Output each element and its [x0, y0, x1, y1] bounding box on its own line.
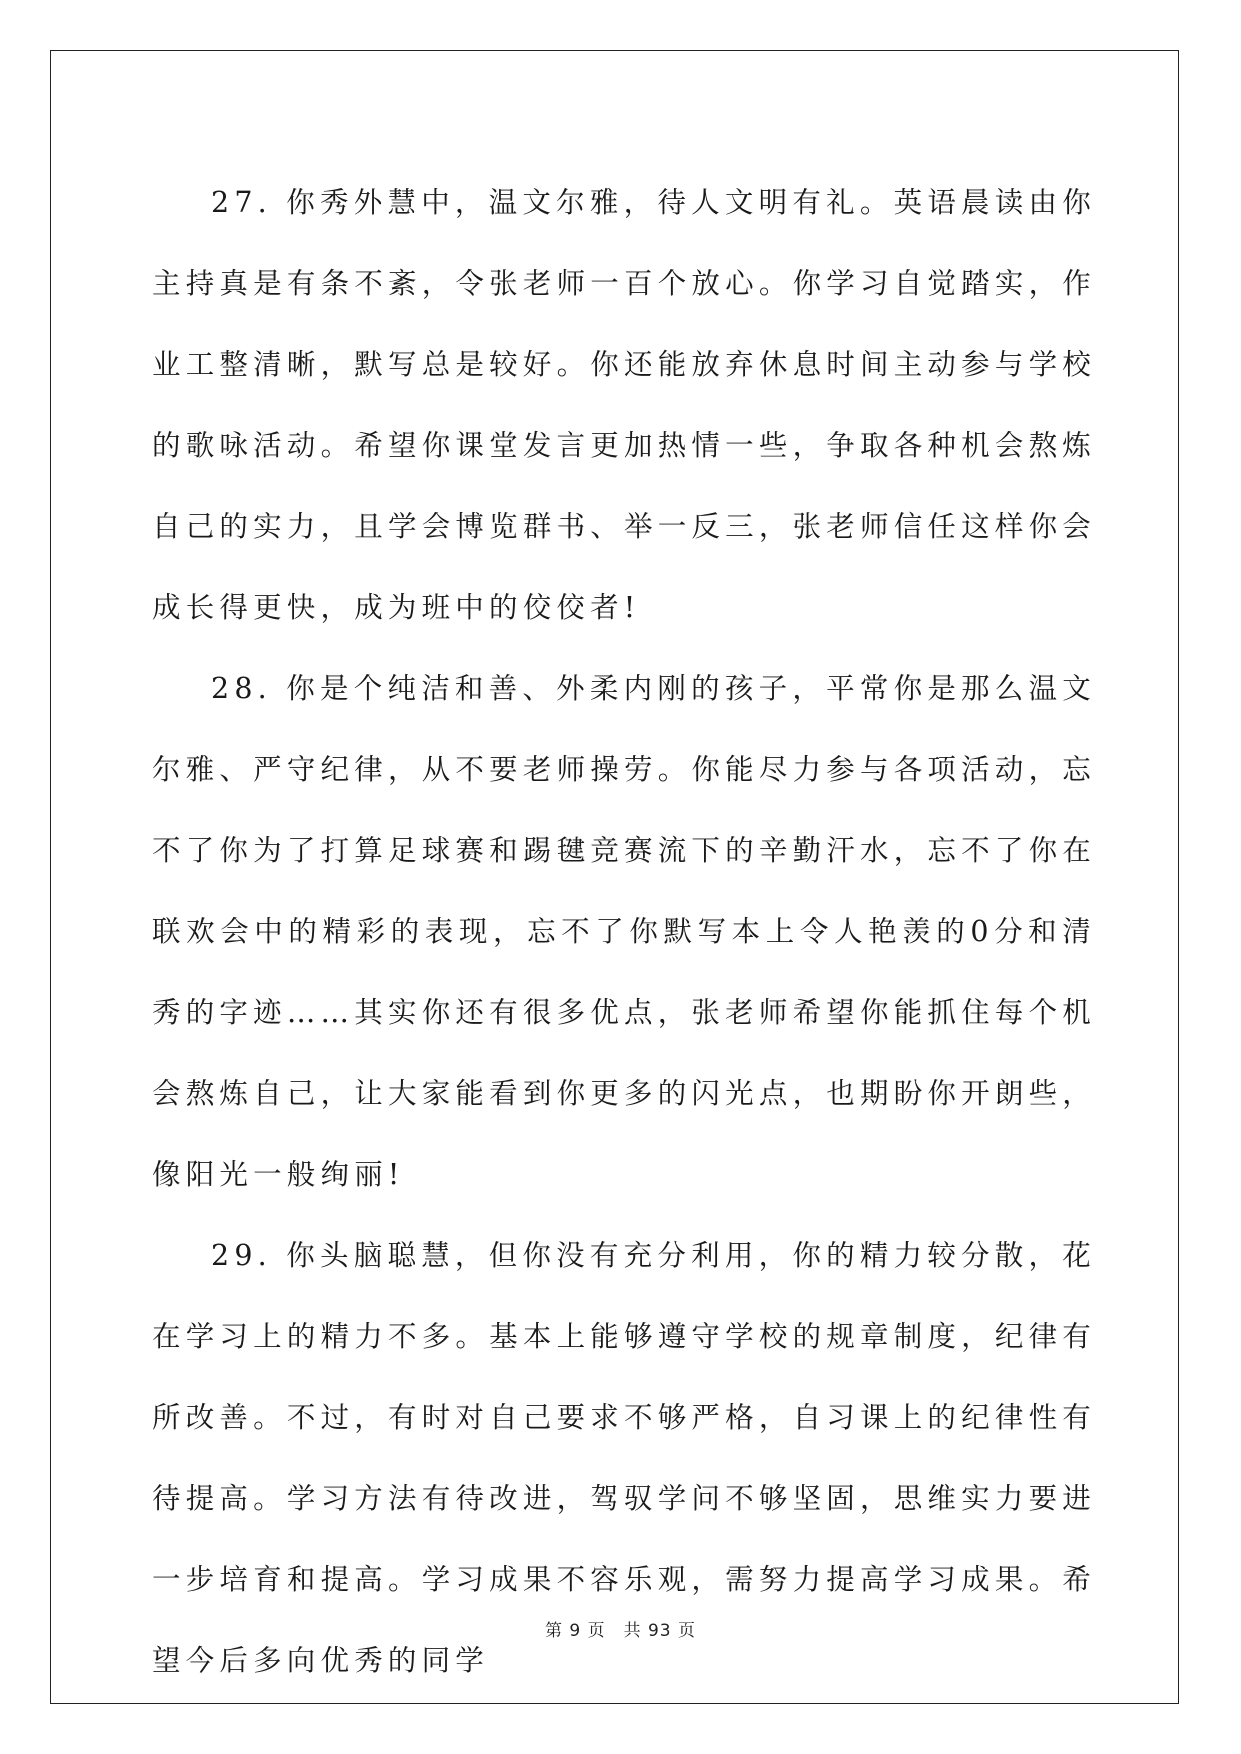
paragraph-28: 28. 你是个纯洁和善、外柔内刚的孩子，平常你是那么温文尔雅、严守纪律，从不要老师操劳。你能尽力参与各项活动，忘不了你为了打算足球赛和踢毽竞赛流下的辛勤汗水，忘不了你在联欢会中的精彩的表现，忘不了你默写本上令人艳羡的0分和清秀的字迹……其实你还有很多优点，张老师希望你能抓住每个机会熬炼自己，让大家能看到你更多的闪光点，也期盼你开朗些，像阳光一般绚丽!	[152, 672, 1096, 1191]
paragraph-27: 27. 你秀外慧中，温文尔雅，待人文明有礼。英语晨读由你主持真是有条不紊，令张老师一百个放心。你学习自觉踏实，作业工整清晰，默写总是较好。你还能放弃休息时间主动参与学校的歌咏活动。希望你课堂发言更加热情一些，争取各种机会熬炼自己的实力，且学会博览群书、举一反三，张老师信任这样你会成长得更快，成为班中的佼佼者!	[152, 186, 1096, 624]
page-footer	[0, 1616, 1241, 1641]
page-number: 第 9 页	[544, 1621, 606, 1641]
paragraph-29: 29. 你头脑聪慧，但你没有充分利用，你的精力较分散，花在学习上的精力不多。基本上能够遵守学校的规章制度，纪律有所改善。不过，有时对自己要求不够严格，自习课上的纪律性有待提高。学习方法有待改进，驾驭学问不够坚固，思维实力要进一步培育和提高。学习成果不容乐观，需努力提高学习成果。希望今后多向优秀的同学	[152, 1239, 1096, 1677]
page-total: 共 93 页	[623, 1621, 697, 1641]
document-body	[152, 162, 1096, 1701]
